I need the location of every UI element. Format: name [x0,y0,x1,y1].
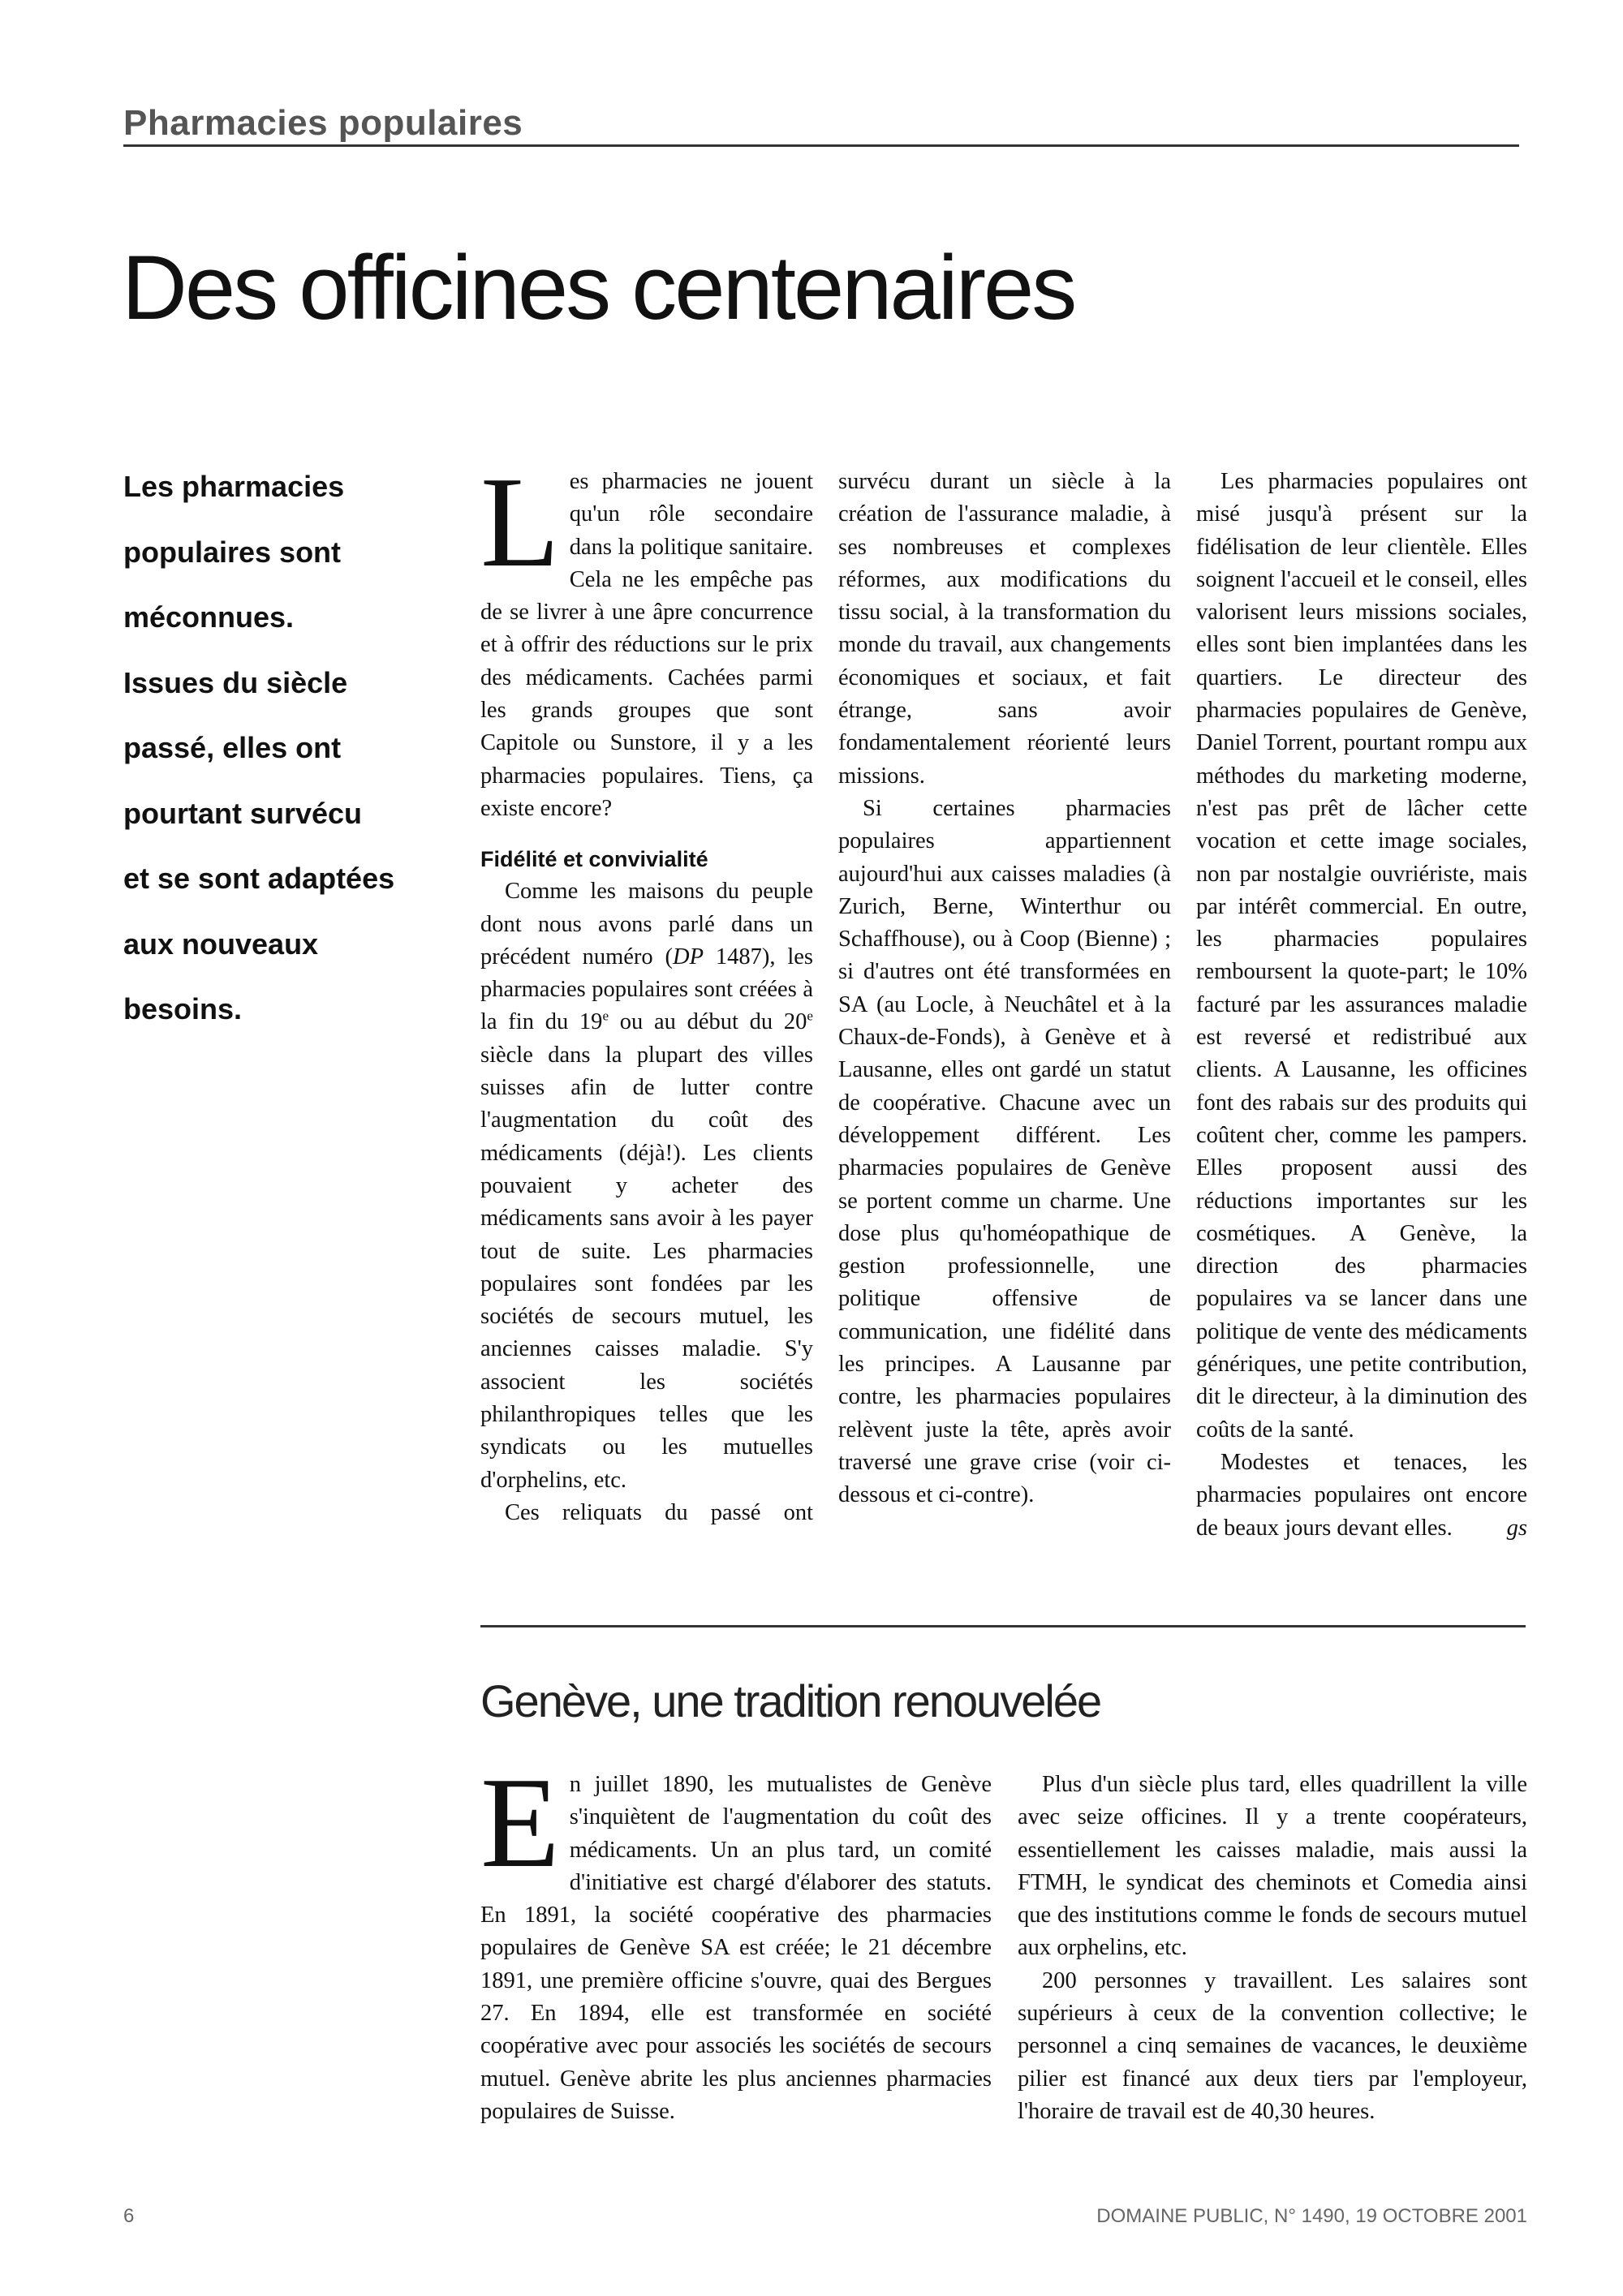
section-divider [480,1625,1526,1627]
lead-line: populaires sont [123,535,342,569]
author-signature: gs [1506,1515,1527,1541]
paragraph: Modestes et tenaces, les pharmacies populaires ont encore de beaux jours devant elles. gs [1196,1447,1527,1545]
article-column-3 [1196,466,1527,1545]
paragraph: Les pharmacies populaires ont misé jusqu'à présent sur la fidélisation de leur clientèle. Elles soignent l'accueil et le conseil, elles valorisent leurs missions sociales, elles sont bien implantées dans les quartiers. Le directeur des pharmacies populaires de Genève, Daniel Torrent, pourtant rompu aux méthodes du marketing moderne, n'est pas prêt de lâcher cette vocation et cette image sociales, non par nostalgie ouvriériste, mais par intérêt commercial. En outre, les pharmacies populaires remboursent la quote-part; le 10% facturé par les assurances maladie est reversé et redistribué aux clients. A Lausanne, les officines font des rabais sur des produits qui coûtent cher, comme les pampers. Elles proposent aussi des réductions importantes sur les cosmétiques. A Genève, la direction des pharmacies populaires va se lancer dans une politique de vente des médicaments génériques, une petite contribution, dit le directeur, à la diminution des coûts de la santé. [1196,469,1527,1443]
paragraph: En juillet 1890, les mutualistes de Genève s'inquiètent de l'augmentation du coût des médicaments. Un an plus tard, un comité d'initiative est chargé d'élaborer des statuts. En 1891, la société coopérative des pharmacies populaires de Genève SA est créée; le 21 décembre 1891, une première officine s'ouvre, quai des Bergues 27. En 1894, elle est transformée en société coopérative avec pour associés les sociétés de secours mutuel. Genève abrite les plus anciennes pharmacies populaires de Suisse. [480,1750,992,2124]
lead-line: besoins. [123,992,243,1025]
lead-line: et se sont adaptées [123,862,395,895]
drop-cap: E [480,1750,560,1894]
paragraph: Si certaines pharmacies populaires appartiennent aujourd'hui aux caisses maladies (à Zurich, Berne, Winterthur ou Schaffhouse), ou à Coop (Bienne) ; si d'autres ont été transformées en SA (au Locle, à Neuchâtel et à la Chaux-de-Fonds), à Genève et à Lausanne, elles ont gardé un statut de coopérative. Chacune avec un développement différent. Les pharmacies populaires de Genève se portent comme un charme. Une dose plus qu'homéopathique de gestion professionnelle, une politique offensive de communication, une fidélité dans les principes. A Lausanne par contre, les pharmacies populaires relèvent juste la tête, après avoir traversé une grave crise (voir ci-dessous et ci-contre). [838,795,1171,1508]
article-title: Des officines centenaires [122,237,1075,338]
article-column-2 [838,466,1171,1512]
paragraph: Plus d'un siècle plus tard, elles quadrillent la ville avec seize officines. Il y a trente coopérateurs, essentiellement les caisses maladie, mais aussi la FTMH, le syndicat des cheminots et Comedia ainsi que des institutions comme le fonds de secours mutuel aux orphelins, etc. [1018,1772,1527,1961]
paragraph: 200 personnes y travaillent. Les salaires sont supérieurs à ceux de la convention collective; le personnel a cinq semaines de vacances, le deuxième pilier est financé aux deux tiers par l'employeur, l'horaire de travail est de 40,30 heures. [1018,1967,1527,2124]
subheading: Fidélité et convivialité [480,847,708,872]
lead-line: pourtant survécu [123,796,363,830]
lead-line: aux nouveaux [123,927,319,961]
lead-line: Issues du siècle [123,665,348,699]
paragraph: Les pharmacies ne jouent qu'un rôle secondaire dans la politique sanitaire. Cela ne les empêche pas de se livrer à une âpre concurrence et à offrir des réductions sur le prix des médicaments. Cachées parmi les grands groupes que sont Capitole ou Sunstore, il y a les pharmacies populaires. Tiens, ça existe encore? [480,449,813,821]
sidebar-column-1 [480,1750,992,2128]
paragraph: Ces reliquats du passé ont [505,1499,813,1525]
article-lead [123,454,448,1043]
lead-line: Les pharmacies [123,470,345,503]
lead-line: passé, elles ont [123,731,342,764]
dp-abbrev: DP [673,944,704,970]
lead-line: méconnues. [123,600,295,634]
article-column-1 [480,449,814,1529]
sidebar-column-2 [1018,1769,1527,2128]
paragraph: survécu durant un siècle à la création de l'assurance maladie, à ses nombreuses et complexes réformes, aux modifications du tissu social, à la transformation du monde du travail, aux changements économiques et sociaux, et fait étrange, sans avoir fondamentalement réorienté leurs missions. [838,469,1171,789]
section-rubric: Pharmacies populaires [123,102,1519,147]
page-number: 6 [123,2205,135,2227]
publication-info: DOMAINE PUBLIC, N° 1490, 19 OCTOBRE 2001 [1096,2205,1527,2227]
sidebar-title: Genève, une tradition renouvelée [480,1675,1101,1726]
paragraph: Comme les maisons du peuple dont nous avons parlé dans un précédent numéro (DP 1487), les pharmacies populaires sont créées à la fin du 19e ou au début du 20e siècle dans la plupart des villes suisses afin de lutter contre l'augmentation du coût des médicaments (déjà!). Les clients pouvaient y acheter des médicaments sans avoir à les payer tout de suite. Les pharmacies populaires sont fondées par les sociétés de secours mutuel, les anciennes caisses maladie. S'y associent les sociétés philanthropiques telles que les syndicats ou les mutuelles d'orphelins, etc. [480,879,814,1493]
drop-cap: L [480,449,560,594]
